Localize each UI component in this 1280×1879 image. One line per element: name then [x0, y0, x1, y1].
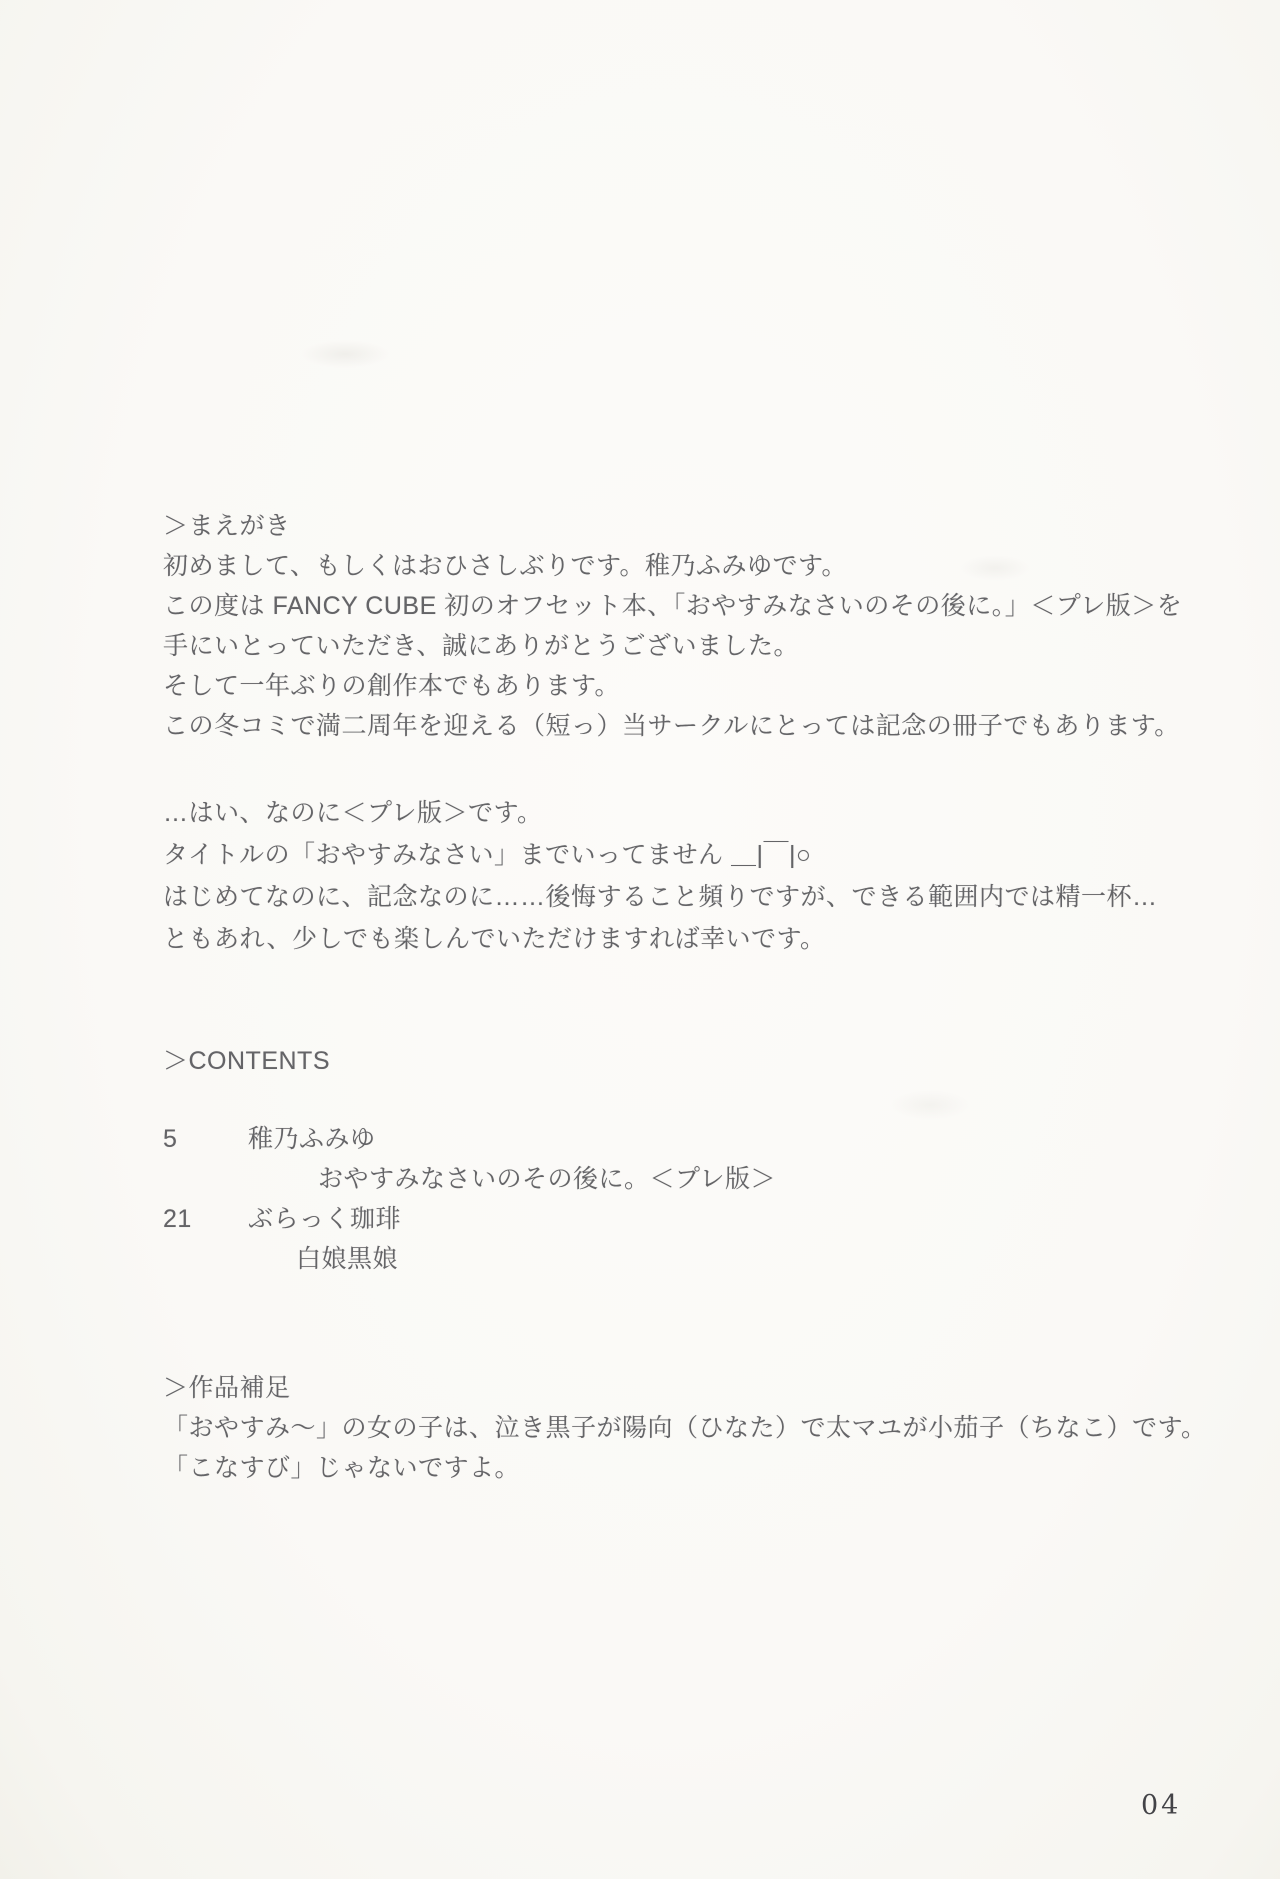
foreword-line: はじめてなのに、記念なのに……後悔すること頻りですが、できる範囲内では精一杯… — [163, 883, 1158, 911]
contents-heading: ＞CONTENTS — [163, 1047, 331, 1075]
contents-section — [163, 1041, 776, 1279]
notes-line: 「こなすび」じゃないですよ。 — [163, 1454, 521, 1482]
contents-entry-row — [163, 1119, 776, 1159]
scan-smudge — [890, 1090, 970, 1120]
page-number: 04 — [1141, 1790, 1182, 1821]
foreword-paragraph-1 — [163, 546, 1182, 746]
contents-author: ぶらっく珈琲 — [248, 1205, 402, 1233]
contents-page-number: 21 — [163, 1205, 192, 1233]
foreword-line: この度は FANCY CUBE 初のオフセット本、「おやすみなさいのその後に。」＜プレ版＞を — [163, 592, 1183, 620]
foreword-heading: ＞まえがき — [163, 512, 291, 540]
foreword-line: この冬コミで満二周年を迎える（短っ）当サークルにとっては記念の冊子でもあります。 — [163, 712, 1180, 740]
foreword-line: …はい、なのに＜プレ版＞です。 — [163, 799, 543, 827]
contents-entry — [163, 1199, 776, 1279]
contents-title: おやすみなさいのその後に。＜プレ版＞ — [318, 1165, 777, 1193]
contents-entry-row — [163, 1199, 776, 1239]
foreword-line: 初めまして、もしくはおひさしぶりです。稚乃ふみゆです。 — [163, 552, 848, 580]
foreword-section — [163, 506, 1182, 960]
notes-heading: ＞作品補足 — [163, 1374, 291, 1402]
foreword-line: ともあれ、少しでも楽しんでいただけますれば幸いです。 — [163, 925, 826, 953]
contents-title: 白娘黒娘 — [296, 1245, 399, 1273]
notes-line: 「おやすみ～」の女の子は、泣き黒子が陽向（ひなた）で太マユが小茄子（ちなこ）です。 — [163, 1414, 1207, 1442]
work-notes-section — [163, 1368, 1207, 1488]
foreword-paragraph-2 — [163, 792, 1182, 960]
scan-smudge — [300, 340, 390, 368]
contents-entry — [163, 1119, 776, 1199]
foreword-line: そして一年ぶりの創作本でもあります。 — [163, 672, 621, 700]
contents-page-number: 5 — [163, 1125, 178, 1153]
contents-author: 稚乃ふみゆ — [248, 1125, 376, 1153]
foreword-line-with-kaomoji: タイトルの「おやすみなさい」までいってません ＿|￣|○ — [163, 841, 812, 869]
foreword-line: 手にいとっていただき、誠にありがとうございました。 — [163, 632, 800, 660]
